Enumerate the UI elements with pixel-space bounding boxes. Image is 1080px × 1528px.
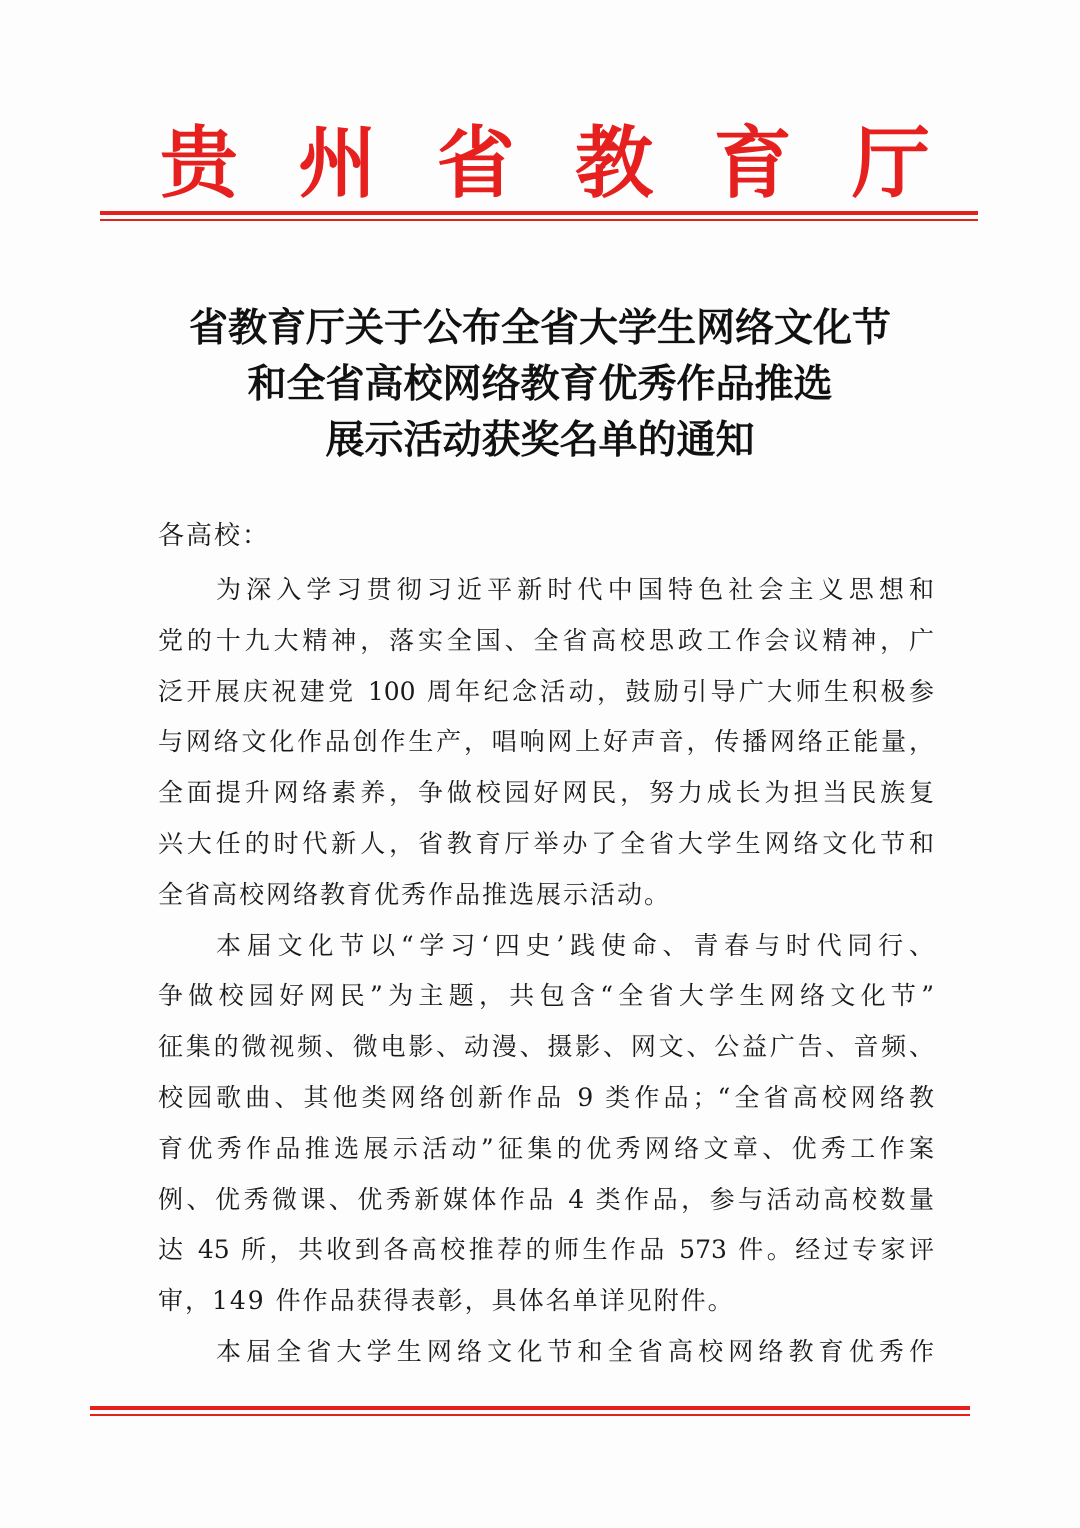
body-line: 审，149 件作品获得表彰，具体名单详见附件。	[158, 1286, 735, 1316]
header-char: 贵	[160, 118, 239, 209]
body-line: 本届文化节以“学习‘四史’践使命、青春与时代同行、	[216, 930, 934, 960]
document-title	[120, 300, 960, 468]
body-line: 泛开展庆祝建党 100 周年纪念活动，鼓励引导广大师生积极参	[158, 676, 934, 706]
title-line: 省教育厅关于公布全省大学生网络文化节	[188, 305, 891, 351]
body-line: 例、优秀微课、优秀新媒体作品 4 类作品，参与活动高校数量	[158, 1184, 934, 1214]
salutation: 各高校：	[158, 521, 271, 551]
header-char: 厅	[851, 118, 930, 209]
title-line: 和全省高校网络教育优秀作品推选	[247, 361, 833, 407]
body-line: 争做校园好网民”为主题，共包含“全省大学生网络文化节”	[158, 981, 934, 1011]
footer-red-rule	[90, 1406, 970, 1416]
title-line: 展示活动获奖名单的通知	[325, 417, 755, 463]
header-char: 省	[436, 118, 515, 209]
issuing-organization-header	[160, 118, 930, 210]
body-line: 全面提升网络素养，争做校园好网民，努力成长为担当民族复	[158, 778, 934, 808]
body-line: 全省高校网络教育优秀作品推选展示活动。	[158, 879, 672, 909]
rule-thin-line	[90, 1414, 970, 1416]
body-line: 党的十九大精神，落实全国、全省高校思政工作会议精神，广	[158, 625, 934, 655]
rule-thin-line	[100, 219, 978, 221]
body-line: 为深入学习贯彻习近平新时代中国特色社会主义思想和	[216, 575, 934, 604]
body-line: 兴大任的时代新人，省教育厅举办了全省大学生网络文化节和	[158, 828, 934, 858]
header-red-rule	[100, 211, 978, 221]
body-line: 征集的微视频、微电影、动漫、摄影、网文、公益广告、音频、	[158, 1032, 934, 1062]
body-line: 与网络文化作品创作生产，唱响网上好声音，传播网络正能量，	[158, 727, 934, 757]
header-char: 州	[298, 118, 377, 209]
body-line: 本届全省大学生网络文化节和全省高校网络教育优秀作	[216, 1336, 934, 1366]
body-line: 达 45 所，共收到各高校推荐的师生作品 573 件。经过专家评	[158, 1235, 934, 1265]
header-char: 教	[575, 118, 654, 209]
body-line: 育优秀作品推选展示活动”征集的优秀网络文章、优秀工作案	[158, 1133, 934, 1163]
body-line: 校园歌曲、其他类网络创新作品 9 类作品；“全省高校网络教	[158, 1082, 934, 1112]
body-text	[158, 565, 934, 1378]
header-char: 育	[713, 118, 792, 209]
